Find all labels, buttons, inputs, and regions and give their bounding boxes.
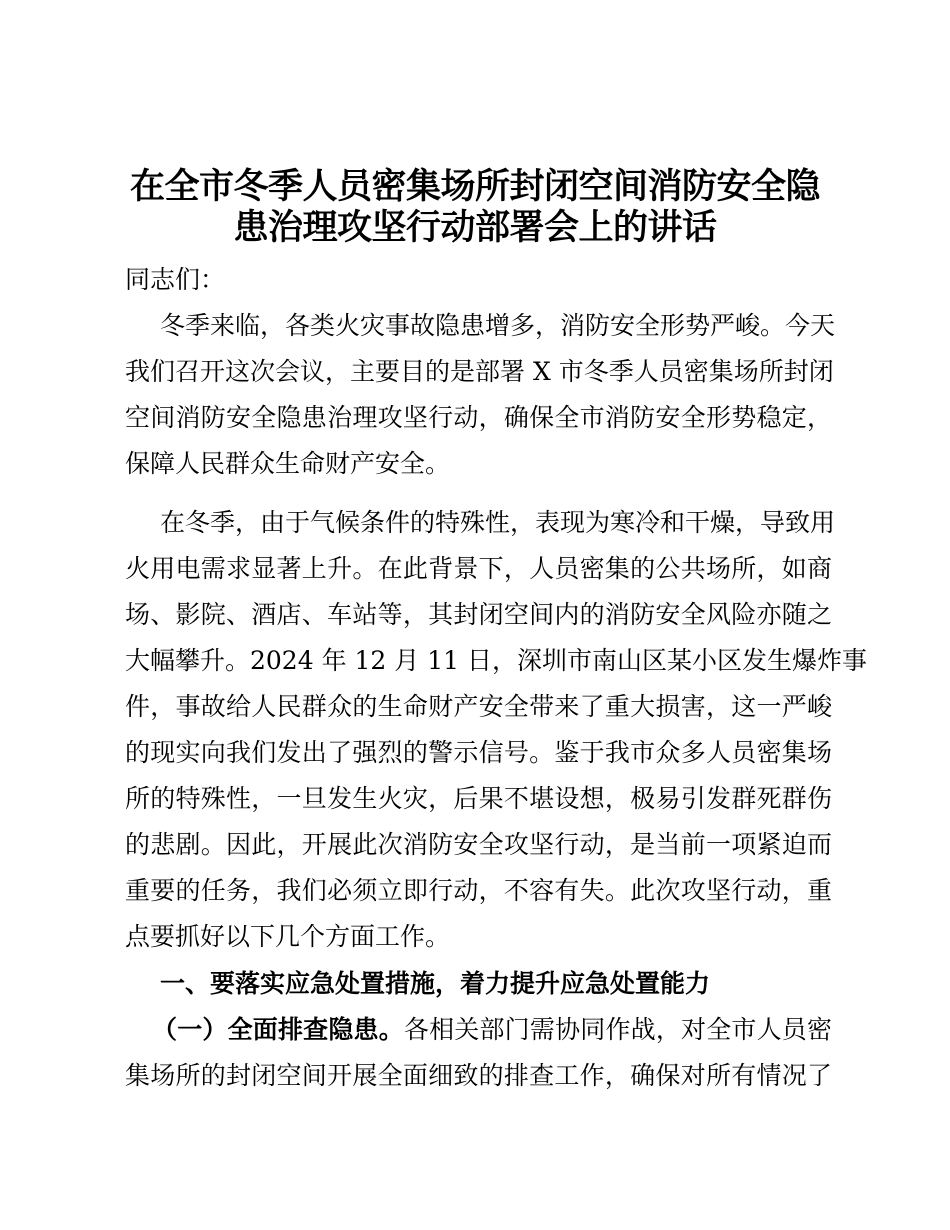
paragraph-line: 的现实向我们发出了强烈的警示信号。鉴于我市众多人员密集场 xyxy=(125,738,832,767)
paragraph-line: 点要抓好以下几个方面工作。 xyxy=(125,922,451,951)
paragraph-line: 场、影院、酒店、车站等，其封闭空间内的消防安全风险亦随之 xyxy=(125,600,832,629)
section-heading-1: 一、要落实应急处置措施，着力提升应急处置能力 xyxy=(160,969,711,998)
paragraph-line: 火用电需求显著上升。在此背景下，人员密集的公共场所，如商 xyxy=(125,554,832,583)
document-title-line-1: 在全市冬季人员密集场所封闭空间消防安全隐 xyxy=(129,166,820,207)
paragraph-line: 的悲剧。因此，开展此次消防安全攻坚行动，是当前一项紧迫而 xyxy=(125,830,832,859)
document-title-line-2: 患治理攻坚行动部署会上的讲话 xyxy=(233,207,717,248)
paragraph-line: 件，事故给人民群众的生命财产安全带来了重大损害，这一严峻 xyxy=(125,692,832,721)
paragraph-line: 冬季来临，各类火灾事故隐患增多，消防安全形势严峻。今天 xyxy=(160,311,836,340)
paragraph-line: 重要的任务，我们必须立即行动，不容有失。此次攻坚行动，重 xyxy=(125,876,832,905)
paragraph-line: 集场所的封闭空间开展全面细致的排查工作，确保对所有情况了 xyxy=(125,1061,832,1090)
paragraph-line: 在冬季，由于气候条件的特殊性，表现为寒冷和干燥，导致用 xyxy=(160,508,836,537)
paragraph-line: 我们召开这次会议，主要目的是部署 X 市冬季人员密集场所封闭 xyxy=(125,357,834,386)
paragraph-line: 所的特殊性，一旦发生火灾，后果不堪设想，极易引发群死群伤 xyxy=(125,784,832,813)
paragraph-line: 保障人民群众生命财产安全。 xyxy=(125,449,451,478)
paragraph-line: 大幅攀升。2024 年 12 月 11 日，深圳市南山区某小区发生爆炸事 xyxy=(125,646,867,675)
paragraph-line xyxy=(152,1014,832,1046)
paragraph-line: 空间消防安全隐患治理攻坚行动，确保全市消防安全形势稳定， xyxy=(125,403,832,432)
subsection-label: （一）全面排查隐患。 xyxy=(152,1015,404,1044)
subsection-text: 各相关部门需协同作战，对全市人员密 xyxy=(403,1015,832,1044)
salutation: 同志们： xyxy=(125,265,226,294)
